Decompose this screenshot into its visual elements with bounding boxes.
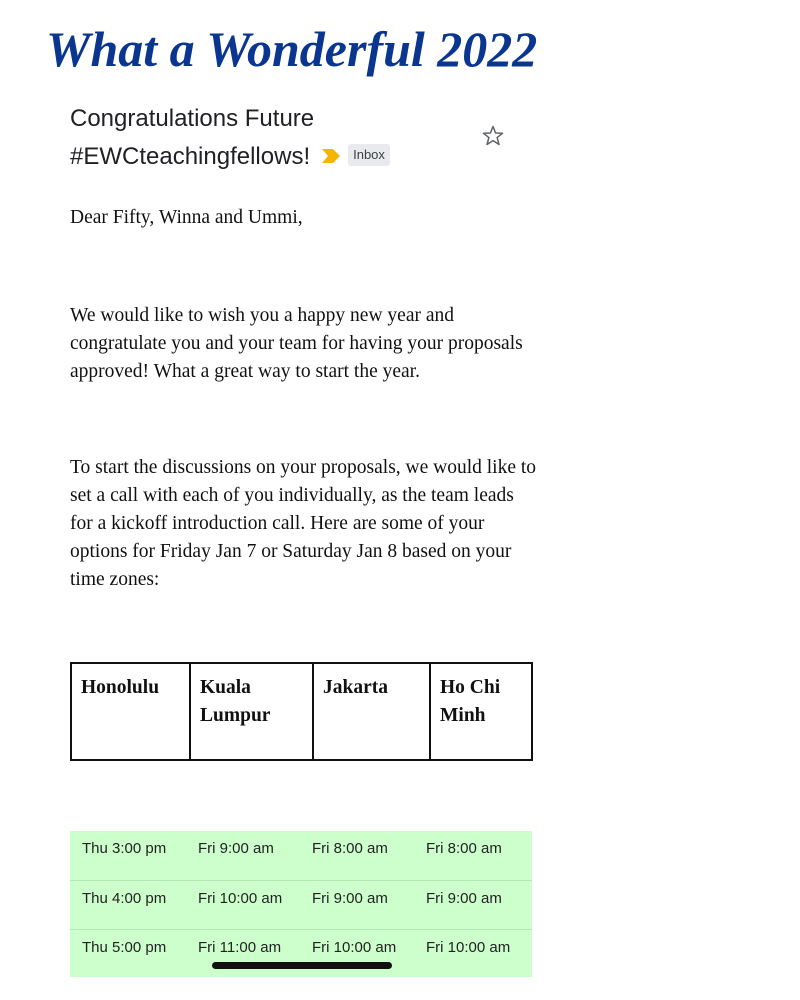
time-cell: Fri 9:00 am bbox=[186, 831, 300, 880]
email-subject-line-2 bbox=[70, 138, 470, 176]
city-header-honolulu: Honolulu bbox=[71, 663, 190, 760]
time-cell: Fri 10:00 am bbox=[312, 938, 397, 956]
email-subject-line-1: Congratulations Future bbox=[70, 105, 315, 132]
time-cell: Fri 9:00 am bbox=[414, 880, 532, 929]
important-marker-icon[interactable] bbox=[322, 149, 340, 163]
time-cell: Fri 10:00 am bbox=[186, 880, 300, 929]
time-cell: Fri 10:00 am bbox=[426, 938, 511, 956]
time-cell: Thu 3:00 pm bbox=[70, 831, 186, 880]
email-paragraph-2: To start the discussions on your proposals, we would like to set a call with each of you individually, as the team leads for a kickoff introduction call. Here are some of your options for Friday Jan 7 or Saturday Jan 8 based on your time zones: bbox=[70, 457, 537, 590]
time-cell: Fri 9:00 am bbox=[300, 880, 414, 929]
time-cell: Fri 8:00 am bbox=[414, 831, 532, 880]
time-options-table bbox=[70, 831, 532, 977]
time-cell: Fri 8:00 am bbox=[300, 831, 414, 880]
banner-title: What a Wonderful 2022 bbox=[46, 21, 538, 77]
time-row bbox=[70, 880, 532, 929]
home-indicator[interactable] bbox=[212, 962, 392, 969]
time-cell: Thu 4:00 pm bbox=[70, 880, 186, 929]
star-icon[interactable] bbox=[481, 124, 505, 148]
email-subject-line-2-text: #EWCteachingfellows! bbox=[70, 143, 311, 170]
city-header-row bbox=[71, 663, 532, 760]
time-cell: Fri 11:00 am bbox=[198, 938, 282, 956]
inbox-label[interactable]: Inbox bbox=[348, 144, 390, 166]
email-paragraph-1: We would like to wish you a happy new year and congratulate you and your team for having your proposals approved! What a great way to start the year. bbox=[70, 305, 523, 382]
city-header-ho-chi-minh: Ho Chi Minh bbox=[430, 663, 532, 760]
time-cell: Thu 5:00 pm bbox=[82, 938, 167, 956]
time-row bbox=[70, 831, 532, 880]
time-row bbox=[70, 929, 532, 977]
city-header-table bbox=[70, 662, 533, 761]
email-subject bbox=[70, 100, 470, 176]
email-greeting: Dear Fifty, Winna and Ummi, bbox=[70, 207, 303, 228]
city-header-kuala-lumpur: Kuala Lumpur bbox=[190, 663, 313, 760]
city-header-jakarta: Jakarta bbox=[313, 663, 430, 760]
